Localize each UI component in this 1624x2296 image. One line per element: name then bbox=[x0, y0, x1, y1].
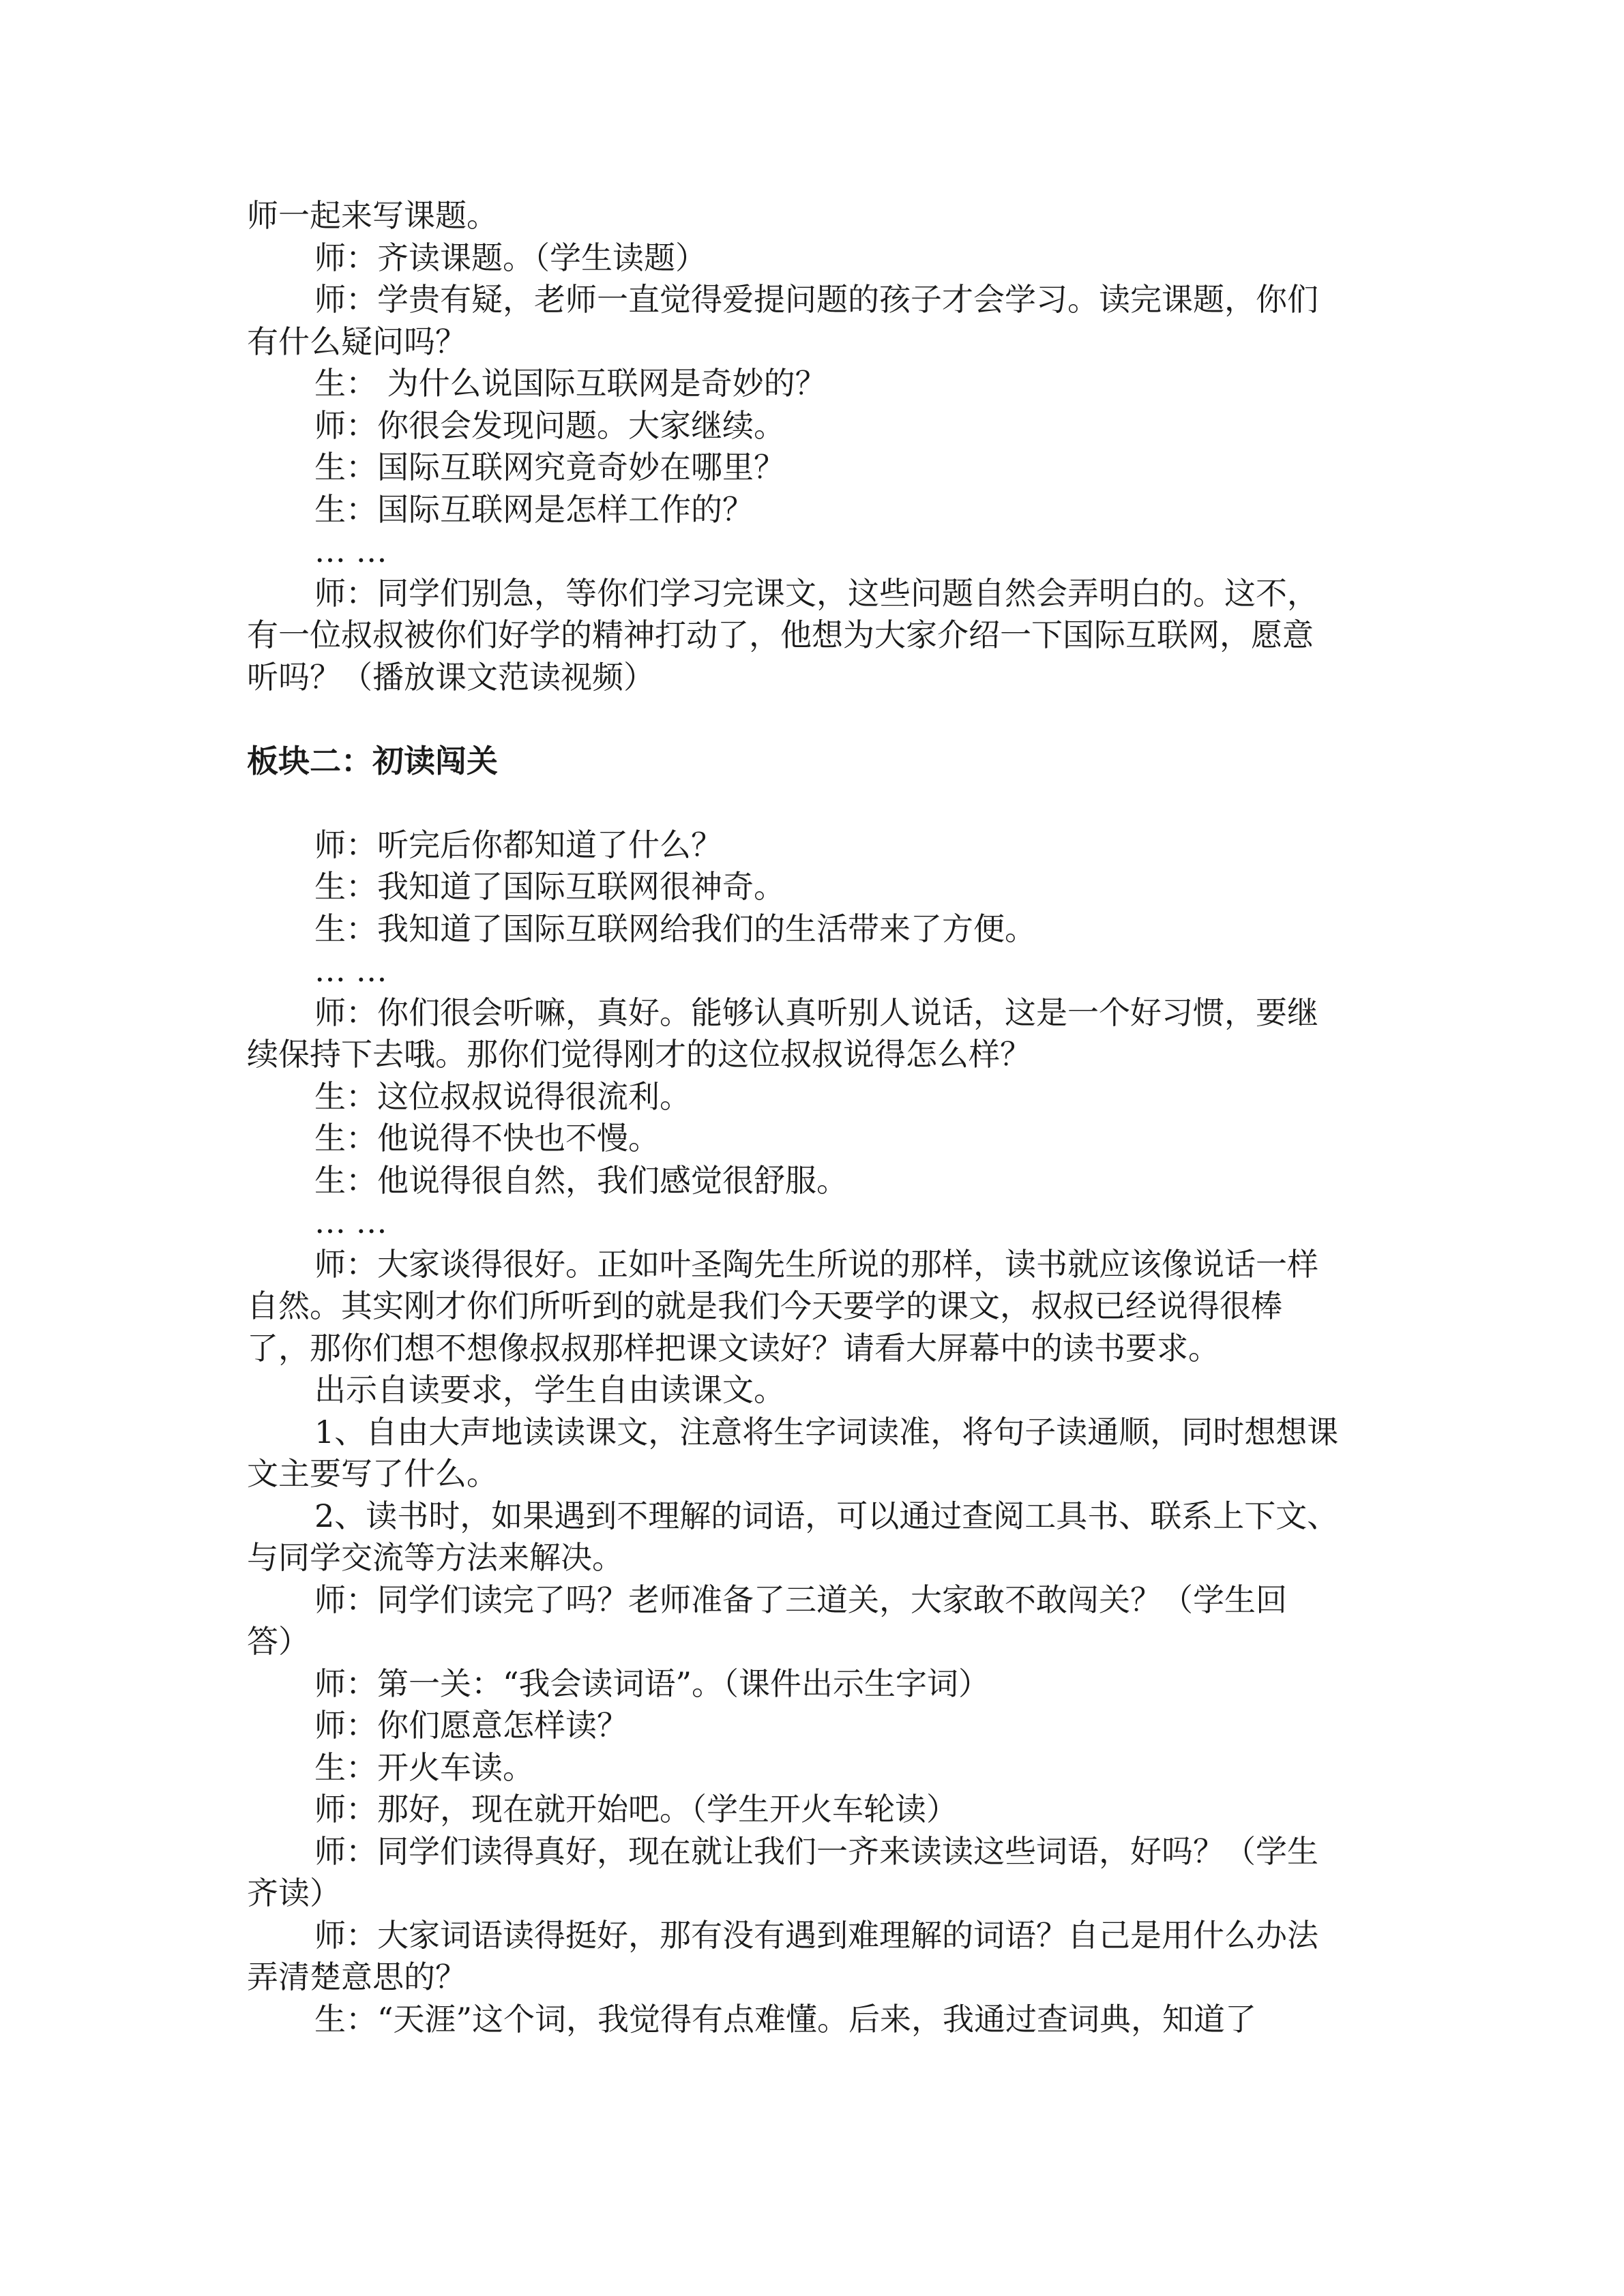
text-block-first-reading bbox=[247, 824, 1372, 2041]
text-line: 有一位叔叔被你们好学的精神打动了，他想为大家介绍一下国际互联网，愿意 bbox=[247, 616, 1314, 653]
text-line: 与同学交流等方法来解决。 bbox=[247, 1539, 623, 1576]
text-line: 弄清楚意思的？ bbox=[247, 1958, 467, 1995]
text-line: 1、自由大声地读读课文，注意将生字词读准，将句子读通顺，同时想想课 bbox=[314, 1413, 1339, 1450]
text-line: 师：那好，现在就开始吧。（学生开火车轮读） bbox=[314, 1791, 958, 1828]
text-block-lesson-intro bbox=[247, 195, 1372, 698]
text-line: 生：开火车读。 bbox=[314, 1748, 534, 1786]
text-line: 生： 为什么说国际互联网是奇妙的？ bbox=[314, 365, 827, 402]
section-spacer-bottom bbox=[247, 782, 1372, 824]
text-line: 师：你们愿意怎样读？ bbox=[314, 1707, 628, 1744]
text-line: 生：我知道了国际互联网给我们的生活带来了方便。 bbox=[314, 910, 1036, 947]
section-spacer-top bbox=[247, 698, 1372, 741]
text-line: 出示自读要求，学生自由读课文。 bbox=[314, 1371, 785, 1408]
text-line: 师：大家谈得很好。正如叶圣陶先生所说的那样，读书就应该像说话一样 bbox=[314, 1245, 1318, 1283]
text-line: 文主要写了什么。 bbox=[247, 1455, 498, 1492]
text-line: 师一起来写课题。 bbox=[247, 197, 498, 234]
text-line: 生：他说得不快也不慢。 bbox=[314, 1120, 660, 1157]
text-line: 自然。其实刚才你们所听到的就是我们今天要学的课文，叔叔已经说得很棒 bbox=[247, 1287, 1282, 1324]
text-line: 师：听完后你都知道了什么？ bbox=[314, 826, 722, 863]
text-line: 师：齐读课题。（学生读题） bbox=[314, 239, 707, 276]
text-line: 师：同学们读得真好，现在就让我们一齐来读读这些词语，好吗？（学生 bbox=[314, 1832, 1318, 1870]
section-heading: 板块二：初读闯关 bbox=[247, 742, 498, 779]
text-line: … … bbox=[314, 533, 387, 569]
text-line: 齐读） bbox=[247, 1875, 341, 1911]
text-line: … … bbox=[314, 952, 387, 989]
text-line: 师：同学们别急，等你们学习完课文，这些问题自然会弄明白的。这不， bbox=[314, 574, 1318, 612]
text-line: 生：这位叔叔说得很流利。 bbox=[314, 1077, 691, 1115]
text-line: 生：他说得很自然，我们感觉很舒服。 bbox=[314, 1161, 848, 1199]
text-line: 师：学贵有疑，老师一直觉得爱提问题的孩子才会学习。读完课题，你们 bbox=[314, 281, 1318, 318]
text-line: 师：第一关：“我会读词语”。（课件出示生字词） bbox=[314, 1665, 990, 1702]
text-line: 生：国际互联网究竟奇妙在哪里？ bbox=[314, 449, 785, 486]
text-line: 师：大家词语读得挺好，那有没有遇到难理解的词语？自己是用什么办法 bbox=[314, 1916, 1318, 1954]
text-line: … … bbox=[314, 1204, 387, 1240]
text-line: 生：“天涯”这个词，我觉得有点难懂。后来，我通过查词典，知道了 bbox=[314, 2000, 1257, 2038]
text-line: 有什么疑问吗？ bbox=[247, 323, 467, 360]
document-page bbox=[247, 195, 1372, 2040]
text-line: 答） bbox=[247, 1623, 310, 1660]
text-line: 2、读书时，如果遇到不理解的词语，可以通过查阅工具书、联系上下文、 bbox=[314, 1497, 1339, 1534]
text-line: 听吗？（播放课文范读视频） bbox=[247, 658, 655, 696]
text-line: 生：国际互联网是怎样工作的？ bbox=[314, 490, 754, 528]
text-line: 师：你们很会听嘛，真好。能够认真听别人说话，这是一个好习惯，要继 bbox=[314, 994, 1318, 1031]
text-line: 了，那你们想不想像叔叔那样把课文读好？请看大屏幕中的读书要求。 bbox=[247, 1329, 1220, 1367]
text-line: 续保持下去哦。那你们觉得刚才的这位叔叔说得怎么样？ bbox=[247, 1036, 1031, 1073]
text-line: 生：我知道了国际互联网很神奇。 bbox=[314, 868, 785, 905]
text-line: 师：同学们读完了吗？老师准备了三道关，大家敢不敢闯关？（学生回 bbox=[314, 1581, 1287, 1618]
text-line: 师：你很会发现问题。大家继续。 bbox=[314, 406, 785, 444]
